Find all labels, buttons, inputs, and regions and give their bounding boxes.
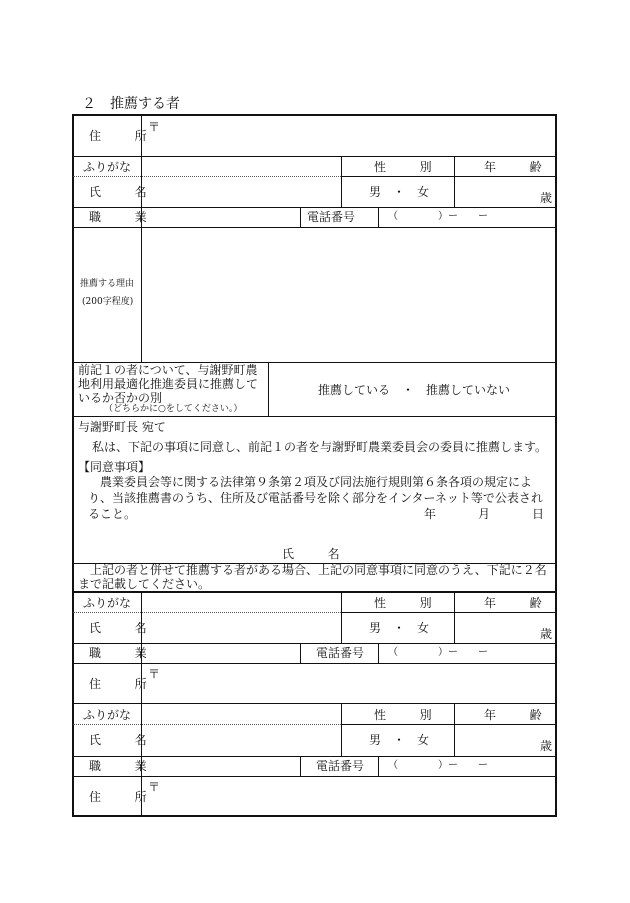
address-label: 住 所 — [89, 129, 158, 143]
additional-instruction: 上記の者と併せて推薦する者がある場合、上記の同意事項に同意のうえ、下記に２名まで記載してください。 — [78, 563, 547, 591]
p3-age-unit: 歳 — [540, 739, 553, 753]
p2-address-field[interactable] — [143, 664, 555, 702]
declaration: 私は、下記の事項に同意し、前記１の者を与謝野町農業委員会の委員に推薦します。 — [92, 440, 548, 454]
p3-occupation-field[interactable] — [143, 757, 298, 775]
p3-address-label: 住 所 — [89, 790, 158, 804]
occupation-label: 職 業 — [89, 210, 158, 224]
p3-age-label: 年 齢 — [484, 708, 553, 722]
p3-furigana-field[interactable] — [143, 704, 339, 722]
p2-gender-label: 性 別 — [374, 596, 443, 610]
date-line[interactable]: 年 月 日 — [424, 507, 551, 521]
consent-body: 農業委員会等に関する法律第９条第２項及び同法施行規則第６条各項の規定により、当該推薦書のうち、住所及び電話番号を除く部分をインターネット等で公表されること。 — [88, 475, 543, 521]
p2-gender-options[interactable]: 男 ・ 女 — [369, 621, 430, 635]
age-label: 年 齢 — [484, 160, 553, 174]
p3-gender-options[interactable]: 男 ・ 女 — [369, 733, 430, 747]
p2-furigana-field[interactable] — [143, 593, 339, 611]
occupation-field[interactable] — [143, 208, 298, 226]
p3-name-field[interactable] — [143, 726, 339, 754]
p2-age-unit: 歳 — [540, 627, 553, 641]
p2-postal-mark: 〒 — [148, 667, 161, 681]
p2-name-label: 氏 名 — [89, 621, 158, 635]
p2-occupation-field[interactable] — [143, 644, 298, 662]
p2-furigana-label: ふりがな — [83, 596, 132, 610]
furigana-field[interactable] — [143, 157, 339, 175]
signature-field[interactable] — [325, 544, 550, 562]
furigana-label: ふりがな — [83, 160, 132, 174]
p3-phone-label: 電話番号 — [316, 759, 365, 773]
phone-format[interactable]: （ ）ー ー — [388, 211, 488, 222]
p2-phone-format[interactable]: （ ）ー ー — [388, 647, 488, 658]
addressee: 与謝野町長 宛て — [78, 420, 166, 434]
address-field[interactable] — [143, 116, 555, 156]
p2-phone-label: 電話番号 — [316, 646, 365, 660]
reason-note: (200字程度) — [82, 297, 134, 307]
signature-label: 氏 名 — [282, 547, 351, 561]
postal-mark: 〒 — [148, 120, 161, 134]
name-label: 氏 名 — [89, 185, 158, 199]
p3-occupation-label: 職 業 — [89, 759, 158, 773]
reason-field[interactable] — [143, 228, 555, 361]
p3-phone-format[interactable]: （ ）ー ー — [388, 760, 488, 771]
reason-label: 推薦する理由 — [80, 279, 135, 289]
p3-name-label: 氏 名 — [89, 733, 158, 747]
name-field[interactable] — [143, 178, 339, 206]
p2-name-field[interactable] — [143, 614, 339, 642]
question-text: 前記１の者について、与謝野町農地利用最適化推進委員に推薦しているか否かの別 — [78, 363, 259, 405]
p2-age-label: 年 齢 — [484, 596, 553, 610]
p3-address-field[interactable] — [143, 777, 555, 815]
p3-furigana-label: ふりがな — [83, 708, 132, 722]
p2-occupation-label: 職 業 — [89, 646, 158, 660]
p3-gender-label: 性 別 — [374, 708, 443, 722]
gender-options[interactable]: 男 ・ 女 — [369, 185, 430, 199]
consent-heading: 【同意事項】 — [78, 460, 151, 474]
p3-postal-mark: 〒 — [148, 780, 161, 794]
gender-label: 性 別 — [374, 160, 443, 174]
question-note: （どちらかに○をしてください。） — [104, 404, 243, 414]
age-unit: 歳 — [540, 191, 553, 205]
section-title: ２ 推薦する者 — [82, 96, 180, 112]
p2-address-label: 住 所 — [89, 677, 158, 691]
answer-options[interactable]: 推薦している ・ 推薦していない — [318, 383, 511, 397]
phone-label: 電話番号 — [307, 210, 356, 224]
